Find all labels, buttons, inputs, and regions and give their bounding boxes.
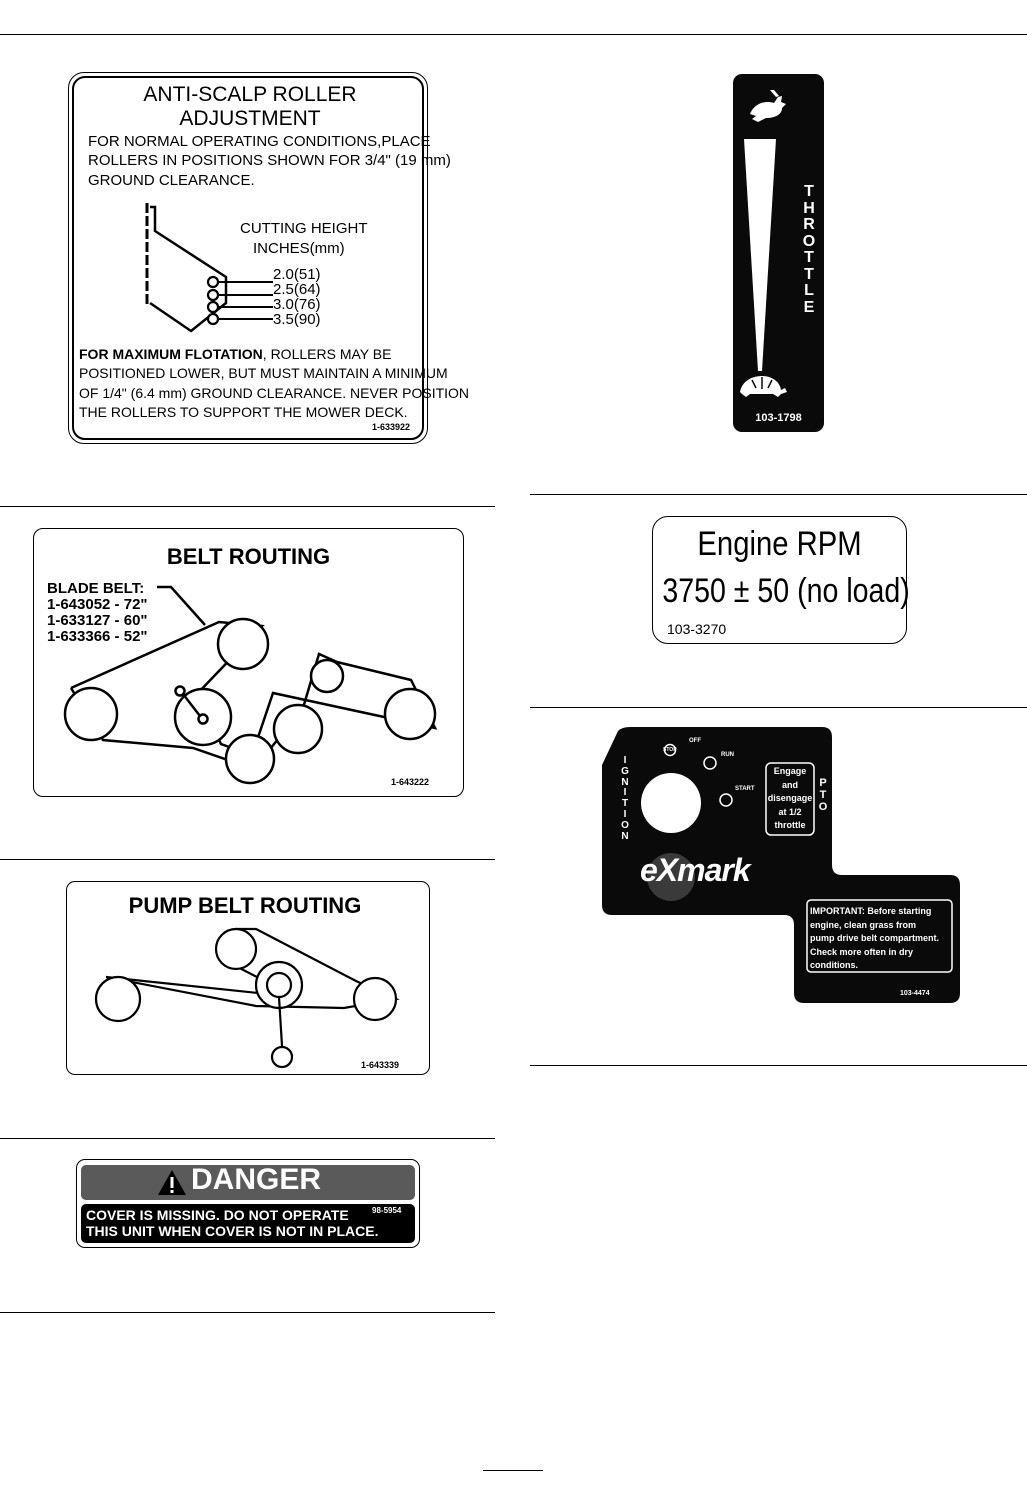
belt-routing-part-number: 1-643222 xyxy=(391,777,430,787)
flotation-rest: , ROLLERS MAY BE xyxy=(262,346,392,362)
throttle-letter: O xyxy=(802,232,816,250)
ignition-off-label: OFF xyxy=(689,738,701,744)
anti-scalp-part-number: 1-633922 xyxy=(372,422,411,432)
belt-routing-title: BELT ROUTING xyxy=(166,544,331,569)
pto-line: disengage xyxy=(767,793,813,803)
important-line: conditions. xyxy=(810,960,858,970)
throttle-letter: T xyxy=(804,265,814,283)
throttle-letter: E xyxy=(803,298,815,316)
flotation-line-3: OF 1/4" (6.4 mm) GROUND CLEARANCE. NEVER POSITION xyxy=(79,385,470,401)
anti-scalp-instruction-2: ROLLERS IN POSITIONS SHOWN FOR 3/4" (19 mm) xyxy=(88,152,451,169)
danger-header-text: DANGER xyxy=(191,1163,322,1196)
danger-line-1: COVER IS MISSING. DO NOT OPERATE xyxy=(86,1207,349,1223)
exmark-logo: eXmark xyxy=(640,852,750,888)
cutting-height-units: INCHES(mm) xyxy=(253,240,345,257)
right-rule-1 xyxy=(530,494,1027,495)
ignition-letter: I xyxy=(623,755,627,766)
important-line: Check more often in dry xyxy=(810,946,914,957)
ignition-run-label: RUN xyxy=(721,752,734,758)
danger-part-number: 98-5954 xyxy=(372,1206,402,1215)
blade-belt-72: 1-643052 - 72" xyxy=(47,596,148,613)
ignition-letter: O xyxy=(621,819,629,831)
ignition-stop-label: STOP xyxy=(663,747,677,753)
blade-belt-label: BLADE BELT: xyxy=(47,580,145,597)
ignition-letter: N xyxy=(621,830,629,842)
pto-line: throttle xyxy=(774,820,806,830)
top-rule xyxy=(0,34,1027,35)
height-3-0: 3.0(76) xyxy=(273,296,321,313)
left-rule-2 xyxy=(0,859,495,860)
anti-scalp-instruction-1: FOR NORMAL OPERATING CONDITIONS,PLACE xyxy=(88,133,431,150)
height-3-5: 3.5(90) xyxy=(273,311,321,328)
rabbit-icon xyxy=(742,88,792,128)
flotation-line-1 xyxy=(79,346,391,362)
pump-belt-title: PUMP BELT ROUTING xyxy=(128,893,362,918)
important-line: engine, clean grass from xyxy=(810,919,917,930)
ignition-letter: I xyxy=(623,787,627,799)
left-rule-3 xyxy=(0,1138,495,1139)
pto-box xyxy=(767,765,813,833)
throttle-part-number: 103-1798 xyxy=(755,412,802,424)
anti-scalp-instruction-3: GROUND CLEARANCE. xyxy=(88,172,255,189)
height-2-0: 2.0(51) xyxy=(273,266,321,283)
important-notice xyxy=(810,905,950,973)
anti-scalp-title-1: ANTI-SCALP ROLLER xyxy=(143,83,357,106)
pump-belt-part-number: 1-643339 xyxy=(361,1060,400,1070)
pto-letter: T xyxy=(819,789,827,801)
throttle-letter: R xyxy=(803,216,815,233)
ignition-letter: T xyxy=(621,798,629,810)
roller-position-diagram xyxy=(68,195,428,335)
throttle-letter: H xyxy=(803,199,815,217)
ignition-letter: G xyxy=(621,765,629,777)
flotation-bold: FOR MAXIMUM FLOTATION xyxy=(79,346,263,362)
left-rule-4 xyxy=(0,1312,495,1313)
danger-line-2: THIS UNIT WHEN COVER IS NOT IN PLACE. xyxy=(86,1223,379,1239)
important-line: IMPORTANT: Before starting xyxy=(810,906,932,916)
anti-scalp-title-2: ADJUSTMENT xyxy=(179,107,321,130)
pto-letter: P xyxy=(819,777,827,789)
right-rule-2 xyxy=(530,707,1027,708)
throttle-letter: T xyxy=(804,249,814,266)
throttle-letter: L xyxy=(804,282,814,299)
footer-rule xyxy=(483,1470,543,1471)
engine-rpm-part-number: 103-3270 xyxy=(667,621,727,637)
left-rule-1 xyxy=(0,506,495,507)
belt-routing-diagram xyxy=(33,528,464,797)
warning-triangle-icon xyxy=(157,1169,187,1197)
engine-rpm-value: 3750 ± 50 (no load) xyxy=(662,572,910,610)
engine-rpm-title: Engine RPM xyxy=(697,525,862,563)
right-rule-3 xyxy=(530,1065,1027,1066)
ignition-start-label: START xyxy=(735,786,755,792)
turtle-icon xyxy=(734,372,788,398)
throttle-label xyxy=(798,184,820,316)
throttle-wedge xyxy=(742,137,782,377)
blade-belt-60: 1-633127 - 60" xyxy=(47,612,148,629)
cutting-height-label: CUTTING HEIGHT xyxy=(240,220,368,237)
ignition-letter: N xyxy=(621,776,629,788)
flotation-line-2: POSITIONED LOWER, BUT MUST MAINTAIN A MINIMUM xyxy=(79,365,448,381)
ignition-part-number: 103-4474 xyxy=(900,990,930,997)
blade-belt-52: 1-633366 - 52" xyxy=(47,628,148,645)
pto-letter: O xyxy=(818,801,828,813)
important-line: pump drive belt compartment. xyxy=(810,933,940,943)
ignition-letter: I xyxy=(623,808,627,820)
ignition-side-label xyxy=(618,756,632,842)
pto-line: Engage xyxy=(773,766,807,776)
flotation-line-4: THE ROLLERS TO SUPPORT THE MOWER DECK. xyxy=(79,404,408,420)
pump-belt-diagram xyxy=(66,881,430,1075)
pto-side-label xyxy=(816,777,830,813)
height-2-5: 2.5(64) xyxy=(273,281,321,298)
throttle-letter: T xyxy=(804,183,814,200)
pto-line: and xyxy=(781,779,798,790)
pto-line: at 1/2 xyxy=(778,806,802,817)
